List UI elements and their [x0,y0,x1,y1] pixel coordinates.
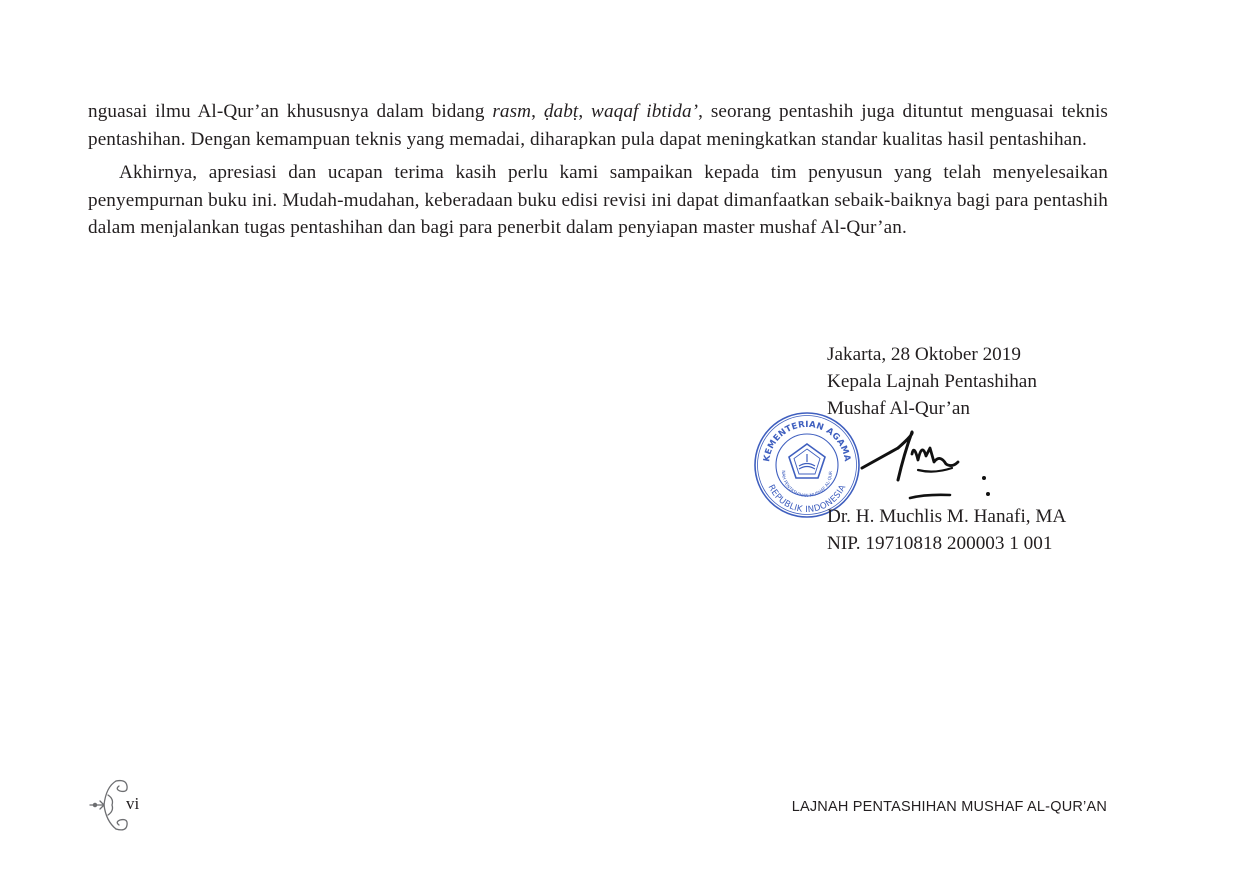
paragraph-1-rest: , seorang pentashih juga dituntut menguasai teknis pentashihan. Dengan kemampuan teknis yang memadai, diharapkan pula dapat meningkatkan standar kualitas hasil pentashihan. [88,101,1109,150]
paragraph-1 [88,98,1108,153]
term-waqaf-ibtida: waqaf ibtida’ [591,101,699,122]
paragraph-1-lead: nguasai ilmu Al-Qur’an khususnya dalam bidang [88,101,493,122]
separator: , [578,101,592,122]
stamp-inner-text: NAH PENTASHIHAN MUSHAF AL-QUR [779,470,835,499]
signer-institution: Mushaf Al-Qur’an [827,398,970,419]
stamp-bottom-text: REPUBLIK INDONESIA [765,483,849,516]
place-date: Jakarta, 28 Oktober 2019 [827,344,1021,365]
signature-block [827,341,1066,557]
signer-name: Dr. H. Muchlis M. Hanafi, MA [827,506,1067,527]
term-rasm: rasm [492,101,532,122]
paragraph-2: Akhirnya, apresiasi dan ucapan terima kasih perlu kami sampaikan kepada tim penyusun yang telah menyelesaikan penyempurnan buku ini. Mudah-mudahan, keberadaan buku edisi revisi ini dapat dimanfaatkan sebaik-baiknya bagi para pentashih dalam menjalankan tugas pentashihan dan bagi para penerbit dalam penyiapan master mushaf Al-Qur’an. [88,162,1108,238]
signature-space [827,422,1066,503]
term-dabt: ḍabṭ [543,101,579,122]
page-number: vi [126,794,140,813]
signer-nip: NIP. 19710818 200003 1 001 [827,533,1053,554]
signer-position: Kepala Lajnah Pentashihan [827,371,1037,392]
stamp-top-text: KEMENTERIAN AGAMA [762,419,852,463]
body-text [88,98,1108,242]
separator: , [531,101,544,122]
running-footer-title: LAJNAH PENTASHIHAN MUSHAF AL-QUR’AN [791,799,1107,815]
